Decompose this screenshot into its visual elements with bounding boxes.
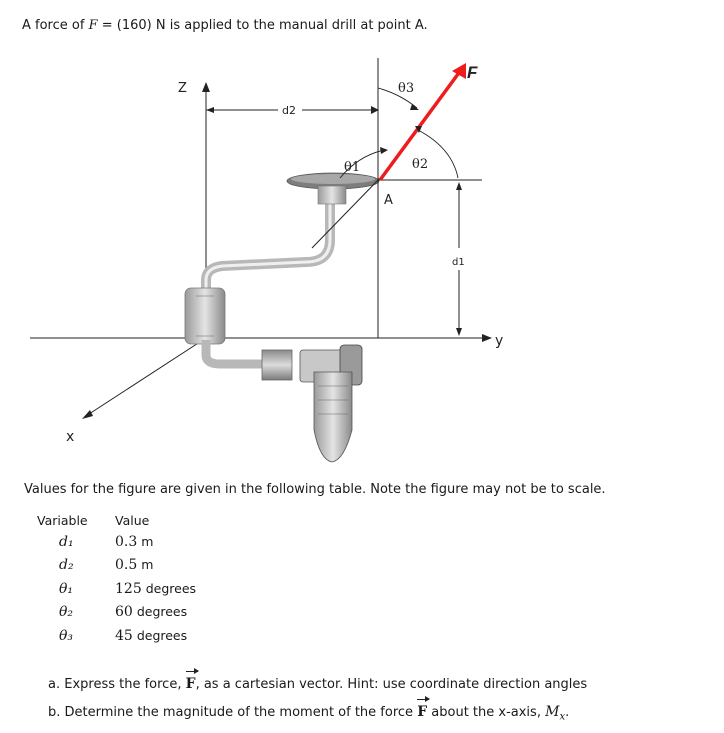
value-number: 60 [115, 604, 133, 621]
header-variable: Variable [37, 512, 88, 528]
table-row [33, 530, 196, 554]
z-axis-label: Z [178, 81, 187, 96]
d2-label: d2 [282, 104, 296, 117]
value-number: 125 [115, 580, 142, 597]
var-cell: θ₁ [59, 580, 74, 597]
table-row [33, 554, 196, 578]
theta1-label: θ1 [344, 160, 361, 175]
z-axis-arrow [202, 82, 210, 92]
x-axis-label: x [66, 429, 75, 445]
table-row [33, 577, 196, 601]
value-unit: degrees [136, 627, 188, 643]
table-row [33, 601, 196, 625]
var-cell: d₁ [59, 533, 74, 550]
header-value: Value [115, 512, 150, 528]
var-cell: d₂ [59, 557, 74, 574]
force-label: F [467, 63, 478, 82]
drill-illustration [185, 173, 379, 462]
d1-label: d1 [452, 257, 465, 268]
force-symbol: F [88, 18, 98, 33]
question-b [48, 704, 569, 723]
force-vector-symbol: F [185, 676, 196, 692]
value-number: 0.3 [115, 533, 138, 550]
question-b-end: . [565, 705, 570, 720]
y-axis-label: y [495, 333, 504, 349]
value-unit: degrees [136, 604, 188, 620]
value-unit: m [141, 533, 154, 549]
figure-note: Values for the figure are given in the following table. Note the figure may not be to scale. [24, 482, 606, 497]
theta3-label: θ3 [398, 81, 415, 96]
values-table [33, 510, 196, 648]
theta2-label: θ2 [412, 157, 429, 172]
x-axis-arrow [82, 410, 93, 419]
value-unit: m [141, 557, 154, 573]
var-cell: θ₂ [59, 604, 74, 621]
force-vector-symbol: F [417, 704, 428, 720]
x-axis-line [86, 338, 206, 416]
value-unit: degrees [145, 580, 197, 596]
value-number: 0.5 [115, 557, 138, 574]
moment-symbol: M [545, 704, 560, 720]
table-row [33, 624, 196, 648]
var-cell: θ₃ [59, 627, 74, 644]
value-number: 45 [115, 627, 133, 644]
y-axis-arrow [482, 334, 492, 342]
question-b-suffix: about the x-axis, [431, 705, 541, 720]
table-header-row [33, 510, 196, 530]
question-a [48, 676, 587, 692]
question-a-prefix: a. Express the force, [48, 677, 182, 692]
question-b-prefix: b. Determine the magnitude of the moment of the force [48, 705, 414, 720]
intro-value: = (160) N is applied to the manual drill at point A. [101, 18, 428, 33]
moment-subscript: x [559, 711, 566, 723]
intro-prefix: A force of [22, 18, 85, 33]
point-a-label: A [384, 193, 393, 208]
question-a-suffix: , as a cartesian vector. Hint: use coordinate direction angles [195, 677, 588, 692]
